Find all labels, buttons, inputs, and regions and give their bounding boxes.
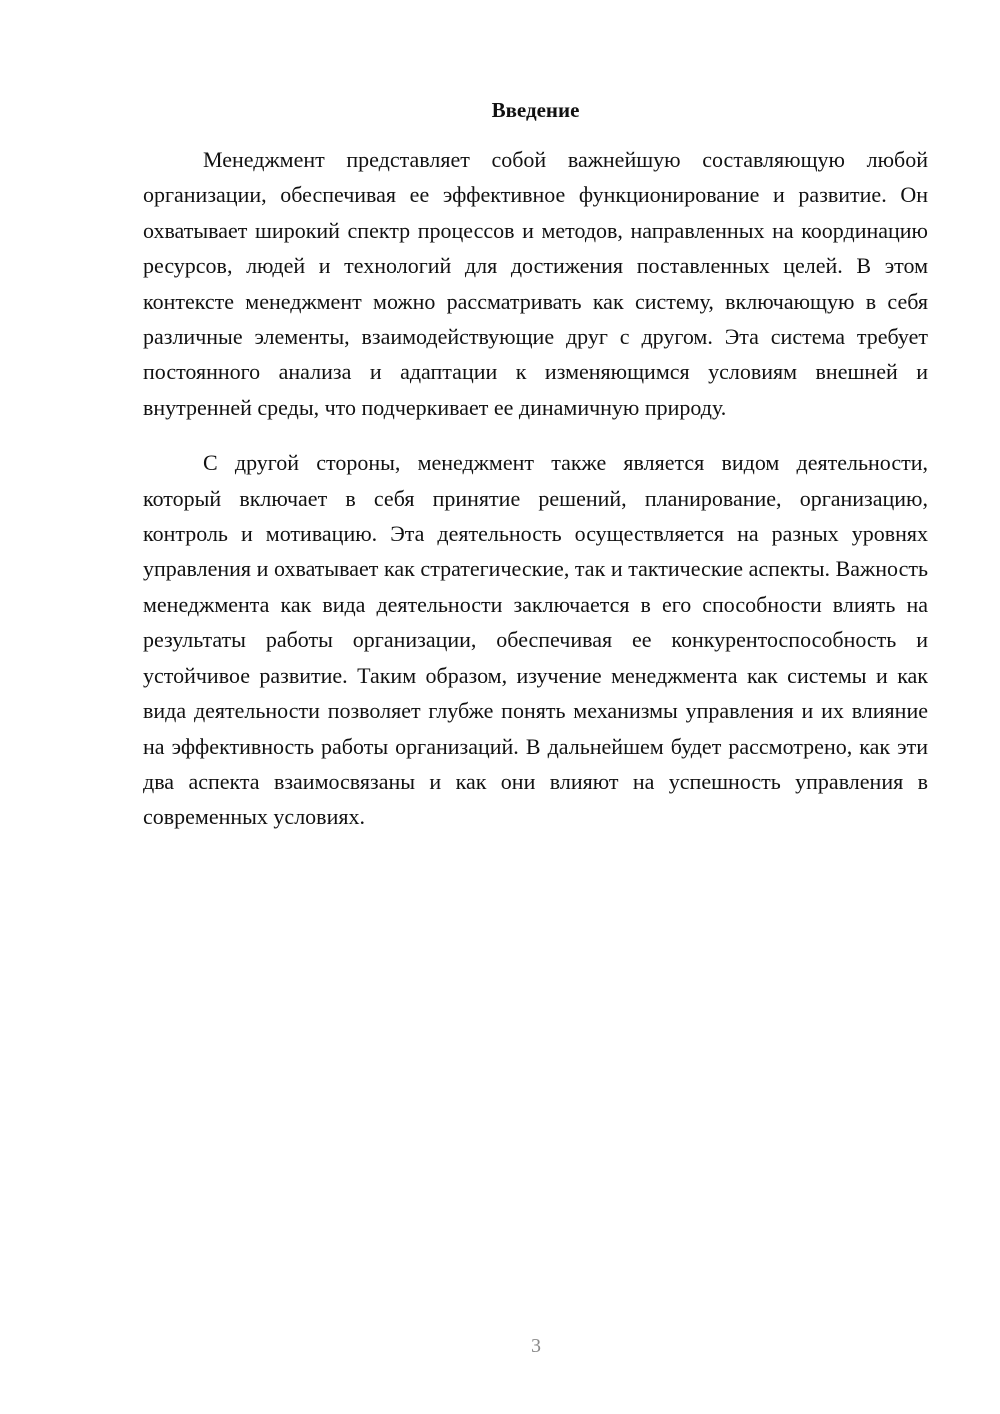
paragraph-1: Менеджмент представляет собой важнейшую составляющую любой организации, обеспечивая ее эффективное функционирование и развитие. Он охватывает широкий спектр процессов и методов, направленных на координацию ресурсов, людей и технологий для достижения поставленных целей. В этом контексте менеджмент можно рассматривать как систему, включающую в себя различные элементы, взаимодействующие друг с другом. Эта система требует постоянного анализа и адаптации к изменяющимся условиям внешней и внутренней среды, что подчеркивает ее динамичную природу. xyxy=(143,147,928,420)
page-number: 3 xyxy=(531,1335,541,1357)
section-heading: Введение xyxy=(491,98,580,122)
page-content xyxy=(143,96,928,855)
paragraph-2: С другой стороны, менеджмент также является видом деятельности, который включает в себя принятие решений, планирование, организацию, контроль и мотивацию. Эта деятельность осуществляется на разных уровнях управления и охватывает как стратегические, так и тактические аспекты. Важность менеджмента как вида деятельности заключается в его способности влиять на результаты работы организации, обеспечивая ее конкурентоспособность и устойчивое развитие. Таким образом, изучение менеджмента как системы и как вида деятельности позволяет глубже понять механизмы управления и их влияние на эффективность работы организаций. В дальнейшем будет рассмотрено, как эти два аспекта взаимосвязаны и как они влияют на успешность управления в современных условиях. xyxy=(143,450,928,830)
